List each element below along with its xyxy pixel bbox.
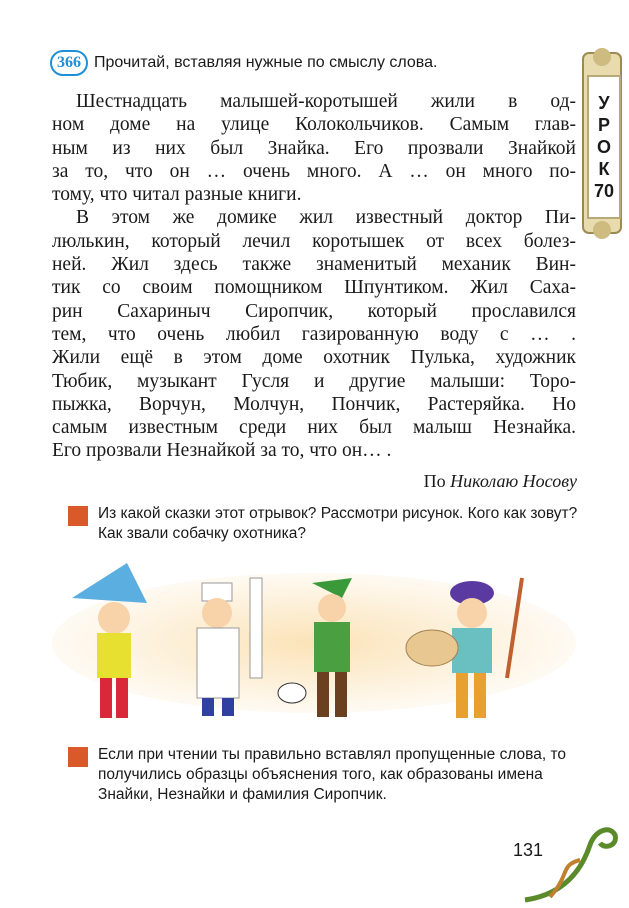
story-line: ном доме на улице Колокольчиков. Самым глав-	[52, 114, 576, 136]
lesson-letter: Р	[597, 115, 610, 135]
question-1	[68, 504, 578, 544]
page-number: 131	[513, 840, 544, 860]
story-line: самым известным среди них был малыш Незнайка.	[52, 417, 576, 439]
task-instruction: Прочитай, вставляя нужные по смыслу слова.	[94, 54, 438, 71]
story-line: за то, что он … очень много. А … он много по-	[52, 160, 576, 182]
story-line: Тюбик, музыкант Гусля и другие малыши: Торо-	[52, 370, 576, 392]
story-line: Жили ещё в этом доме охотник Пулька, художник	[52, 347, 576, 369]
square-marker-icon	[68, 747, 88, 767]
story-line: ней. Жил здесь также знаменитый механик Вин-	[52, 254, 576, 276]
lesson-letter: К	[598, 159, 610, 179]
story-line: Шестнадцать малышей-коротышей жили в од-	[76, 91, 576, 112]
square-marker-icon	[68, 506, 88, 526]
story-line: Его прозвали Незнайкой за то, что он… .	[52, 440, 392, 462]
lesson-badge	[580, 45, 624, 240]
characters-illustration	[52, 558, 576, 728]
question-text: Из какой сказки этот отрывок? Рассмотри рисунок. Кого как зовут? Как звали собачку охотника?	[98, 505, 578, 542]
lesson-letter: У	[598, 93, 610, 113]
question-text: Если при чтении ты правильно вставлял пропущенные слова, то получились образцы объяснения того, как образованы имена Знайки, Незнайки и фамилия Сиропчик.	[98, 746, 566, 803]
story-line: пыжка, Ворчун, Молчун, Пончик, Растеряйка. Но	[52, 393, 576, 415]
lesson-letter: О	[596, 137, 611, 157]
story-line: тик со своим помощником Шпунтиком. Жил Саха-	[52, 277, 576, 299]
author-prefix: По	[423, 471, 446, 491]
question-2	[68, 745, 578, 805]
story-line: ным из них был Знайка. Его прозвали Знайкой	[52, 137, 576, 159]
story-text	[52, 90, 576, 463]
author-credit	[424, 470, 577, 492]
author-name: Николаю Носову	[450, 471, 577, 491]
story-line: рин Сахариныч Сиропчик, который прославился	[52, 300, 576, 322]
task-number: 366	[50, 50, 88, 76]
story-line: тому, что читал разные книги.	[52, 184, 302, 206]
story-line: тем, что очень любил газированную воду с … .	[52, 323, 576, 345]
story-line: В этом же домике жил известный доктор Пи-	[76, 207, 576, 229]
lesson-number: 70	[593, 181, 615, 201]
story-line: люлькин, который лечил коротышек от всех болез-	[52, 230, 576, 252]
task-header	[50, 50, 437, 76]
